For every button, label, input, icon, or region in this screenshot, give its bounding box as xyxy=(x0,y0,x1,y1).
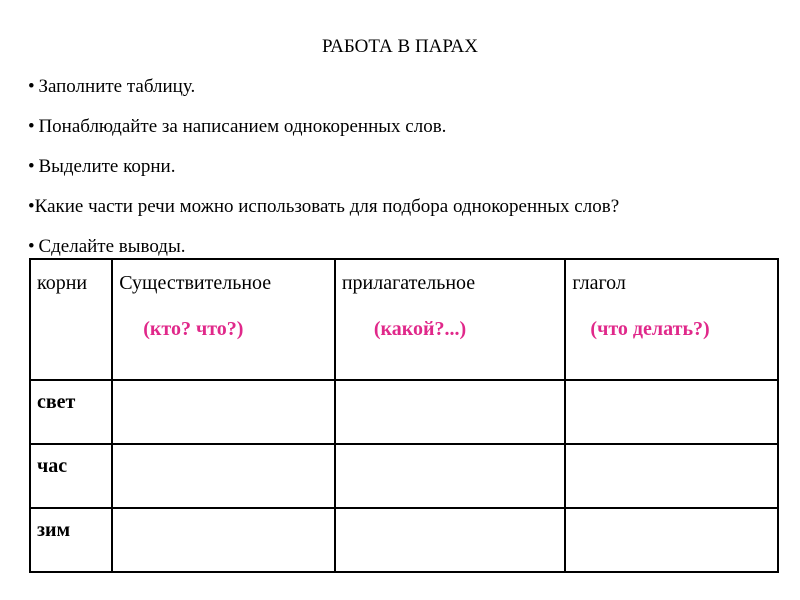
header-label-verb: глагол xyxy=(572,272,626,294)
instruction-item xyxy=(28,76,619,98)
verb-cell[interactable] xyxy=(565,508,778,572)
adjective-cell[interactable] xyxy=(335,508,566,572)
instruction-text: Понаблюдайте за написанием однокоренных слов. xyxy=(38,116,447,137)
noun-cell[interactable] xyxy=(112,508,335,572)
bullet-icon: • xyxy=(28,116,35,137)
header-question-verb: (что делать?) xyxy=(590,318,710,340)
noun-cell[interactable] xyxy=(112,380,335,444)
table-row xyxy=(30,508,778,572)
instruction-item xyxy=(28,196,619,218)
verb-cell[interactable] xyxy=(565,380,778,444)
root-cell xyxy=(30,380,112,444)
instruction-item xyxy=(28,116,619,138)
header-cell-roots xyxy=(30,259,112,380)
header-cell-adjective xyxy=(335,259,566,380)
header-label-adjective: прилагательное xyxy=(341,272,476,294)
table-header-row xyxy=(30,259,778,380)
table-row xyxy=(30,380,778,444)
instruction-text: Выделите корни. xyxy=(38,156,176,177)
bullet-icon: • xyxy=(28,76,35,97)
bullet-icon: • xyxy=(28,196,35,217)
instruction-item xyxy=(28,156,619,178)
header-cell-verb xyxy=(565,259,778,380)
adjective-cell[interactable] xyxy=(335,380,566,444)
root-word: час xyxy=(37,455,68,477)
instruction-text: Сделайте выводы. xyxy=(38,236,186,257)
header-cell-noun xyxy=(112,259,335,380)
instruction-text: Какие части речи можно использовать для подбора однокоренных слов? xyxy=(34,196,620,217)
instruction-text: Заполните таблицу. xyxy=(38,76,196,97)
verb-cell[interactable] xyxy=(565,444,778,508)
header-label-roots: корни xyxy=(37,272,88,294)
header-question-adjective: (какой?...) xyxy=(373,318,467,340)
instruction-list xyxy=(28,76,619,276)
header-label-noun: Существительное xyxy=(119,272,272,294)
instruction-item xyxy=(28,236,619,258)
noun-cell[interactable] xyxy=(112,444,335,508)
root-word: свет xyxy=(37,391,76,413)
header-question-noun: (кто? что?) xyxy=(143,318,244,340)
bullet-icon: • xyxy=(28,156,35,177)
page-title: РАБОТА В ПАРАХ xyxy=(322,36,478,57)
adjective-cell[interactable] xyxy=(335,444,566,508)
root-cell xyxy=(30,508,112,572)
roots-table xyxy=(29,258,779,573)
table-row xyxy=(30,444,778,508)
bullet-icon: • xyxy=(28,236,35,257)
root-word: зим xyxy=(37,519,71,541)
root-cell xyxy=(30,444,112,508)
